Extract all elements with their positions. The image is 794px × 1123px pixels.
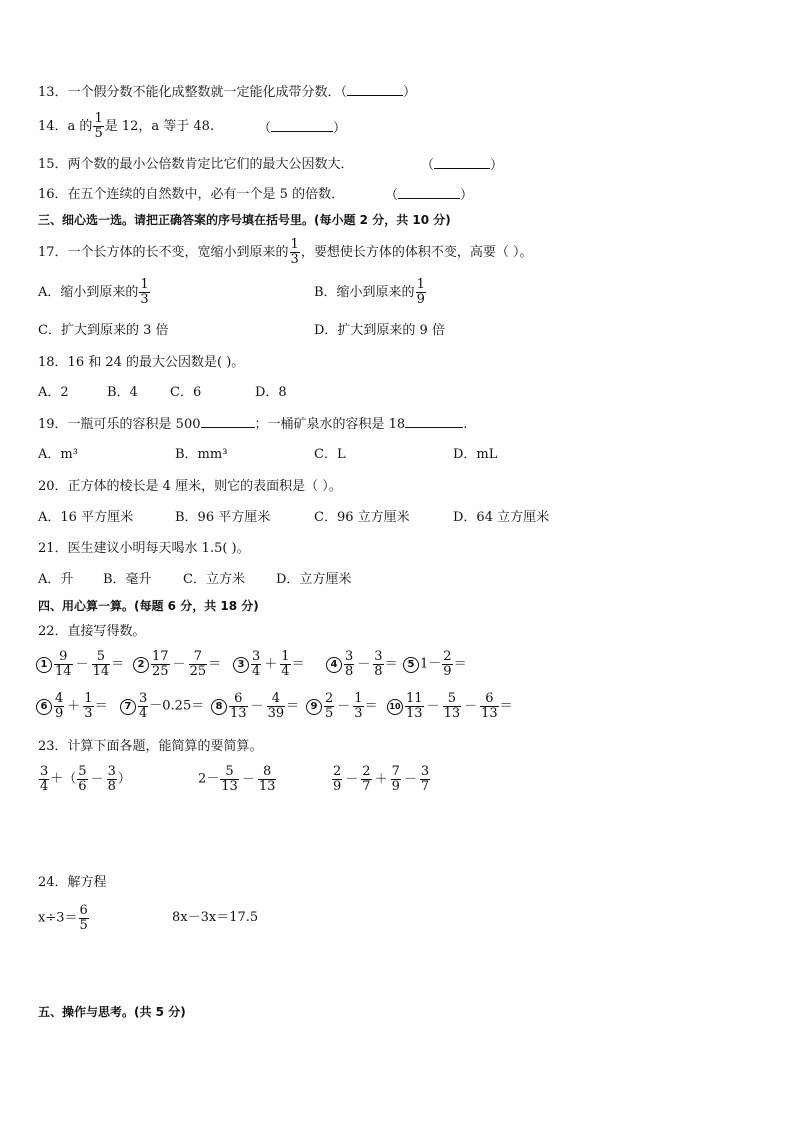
question-17: 17．一个长方体的长不变，宽缩小到原来的 $\frac{1}{3}$ ，要想使长方体的体积不变，高要（ ）。 <box>38 237 533 267</box>
option-20-c[interactable]: C．96 立方厘米 <box>314 510 410 525</box>
equation-24-1: x÷3＝ $\frac{6}{5}$ <box>38 903 88 933</box>
calc-item-7: 7 $\frac{3}{4}$ －0.25＝ <box>120 692 204 721</box>
question-19: 19．一瓶可乐的容积是 500 ；一桶矿泉水的容积是 18 . <box>38 417 468 432</box>
fraction: $\frac{1}{3}$ <box>290 237 299 267</box>
question-21: 21．医生建议小明每天喝水 1.5( )。 <box>38 541 250 556</box>
question-23: 23．计算下面各题，能简算的要简算。 <box>38 739 263 754</box>
section-5-heading: 五、操作与思考。(共 5 分) <box>38 1005 186 1019</box>
option-21-c[interactable]: C．立方米 <box>183 572 245 587</box>
section-3-heading: 三、细心选一选。请把正确答案的序号填在括号里。(每小题 2 分，共 10 分) <box>38 213 451 227</box>
question-14-paren: （ ） <box>258 121 347 136</box>
calc-item-5: 5 1－ $\frac{2}{9}$ ＝ <box>403 650 467 679</box>
circled-number: 4 <box>326 657 342 673</box>
option-18-a[interactable]: A．2 <box>38 385 69 400</box>
circled-number: 6 <box>36 699 52 715</box>
option-21-a[interactable]: A．升 <box>38 572 74 587</box>
option-17-c[interactable]: C．扩大到原来的 3 倍 <box>38 323 169 338</box>
answer-blank[interactable] <box>347 83 403 96</box>
calc-item-10: 10 $\frac{11}{13}$ － $\frac{5}{13}$ － $\frac{6}{13}$ ＝ <box>387 692 513 721</box>
option-19-d[interactable]: D．mL <box>453 447 498 462</box>
option-21-b[interactable]: B．毫升 <box>103 572 152 587</box>
option-20-d[interactable]: D．64 立方厘米 <box>453 510 550 525</box>
answer-blank[interactable] <box>398 186 460 199</box>
answer-blank[interactable] <box>271 119 333 132</box>
circled-number: 7 <box>120 699 136 715</box>
circled-number: 1 <box>36 657 52 673</box>
calc-item-6: 6 $\frac{4}{9}$ ＋ $\frac{1}{3}$ ＝ <box>36 692 108 721</box>
calc-item-4: 4 $\frac{3}{8}$ － $\frac{3}{8}$ ＝ <box>326 650 398 679</box>
question-14: 14．a 的 $\frac{1}{5}$ 是 12，a 等于 48. <box>38 111 215 141</box>
answer-blank[interactable] <box>434 156 490 169</box>
circled-number: 3 <box>233 657 249 673</box>
fraction: $\frac{1}{3}$ <box>140 277 149 307</box>
circled-number: 10 <box>387 699 403 715</box>
calc-item-8: 8 $\frac{6}{13}$ － $\frac{4}{39}$ ＝ <box>211 692 299 721</box>
option-19-c[interactable]: C．L <box>314 447 346 462</box>
fraction: $\frac{1}{5}$ <box>94 111 103 141</box>
circled-number: 5 <box>403 657 419 673</box>
option-21-d[interactable]: D．立方厘米 <box>276 572 352 587</box>
question-15: 15．两个数的最小公倍数肯定比它们的最大公因数大． <box>38 157 354 172</box>
option-20-b[interactable]: B．96 平方厘米 <box>175 510 271 525</box>
option-18-c[interactable]: C．6 <box>170 385 202 400</box>
calc-item-2: 2 $\frac{17}{25}$ － $\frac{7}{25}$ ＝ <box>133 650 221 679</box>
question-16: 16．在五个连续的自然数中，必有一个是 5 的倍数． <box>38 187 345 202</box>
expression-23-1: $\frac{3}{4}$ ＋（ $\frac{5}{6}$ － $\frac{3}{8}$ ） <box>40 764 131 794</box>
option-17-b[interactable]: B．缩小到原来的 $\frac{1}{9}$ <box>314 277 425 307</box>
calc-item-1: 1 $\frac{9}{14}$ － $\frac{5}{14}$ ＝ <box>36 650 124 679</box>
question-22: 22．直接写得数。 <box>38 624 146 639</box>
answer-blank[interactable] <box>201 415 255 428</box>
circled-number: 9 <box>306 699 322 715</box>
option-18-b[interactable]: B．4 <box>107 385 138 400</box>
circled-number: 8 <box>211 699 227 715</box>
option-18-d[interactable]: D．8 <box>255 385 287 400</box>
question-15-paren: （ ） <box>421 158 504 173</box>
expression-23-3: $\frac{2}{9}$ － $\frac{2}{7}$ ＋ $\frac{7}{9}$ － $\frac{3}{7}$ <box>333 764 430 794</box>
option-19-a[interactable]: A．m³ <box>38 447 78 462</box>
question-18: 18．16 和 24 的最大公因数是( )。 <box>38 355 245 370</box>
expression-23-2: 2－ $\frac{5}{13}$ － $\frac{8}{13}$ <box>198 764 276 794</box>
question-13: 13．一个假分数不能化成整数就一定能化成带分数．（ ） <box>38 85 417 100</box>
option-17-a[interactable]: A．缩小到原来的 $\frac{1}{3}$ <box>38 277 149 307</box>
option-20-a[interactable]: A．16 平方厘米 <box>38 510 134 525</box>
calc-item-9: 9 $\frac{2}{5}$ － $\frac{1}{3}$ ＝ <box>306 692 378 721</box>
answer-blank[interactable] <box>405 415 463 428</box>
section-4-heading: 四、用心算一算。(每题 6 分，共 18 分) <box>38 599 259 613</box>
equation-24-2: 8x－3x＝17.5 <box>172 910 259 925</box>
option-17-d[interactable]: D．扩大到原来的 9 倍 <box>314 323 445 338</box>
option-19-b[interactable]: B．mm³ <box>175 447 228 462</box>
question-16-paren: （ ） <box>385 188 474 203</box>
circled-number: 2 <box>133 657 149 673</box>
question-20: 20．正方体的棱长是 4 厘米，则它的表面积是（ ）。 <box>38 479 342 494</box>
fraction: $\frac{1}{9}$ <box>416 277 425 307</box>
calc-item-3: 3 $\frac{3}{4}$ ＋ $\frac{1}{4}$ ＝ <box>233 650 305 679</box>
question-24: 24．解方程 <box>38 875 107 890</box>
